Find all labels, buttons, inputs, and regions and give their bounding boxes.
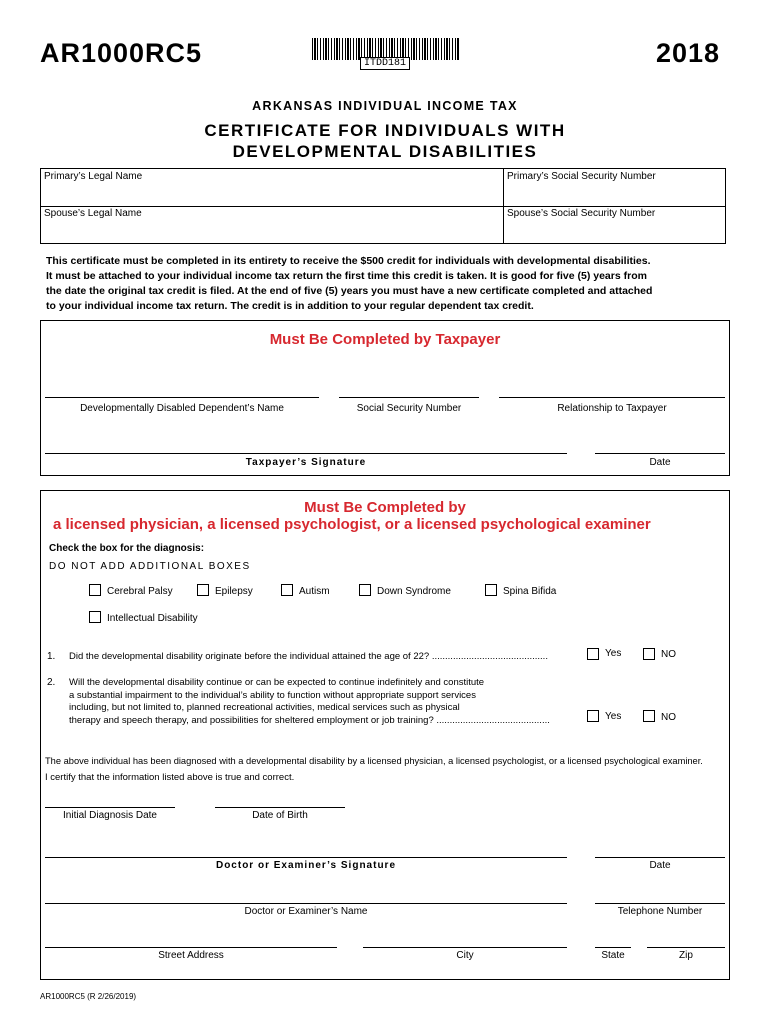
- epilepsy-label: Epilepsy: [215, 586, 253, 597]
- taxpayer-date-line[interactable]: [595, 453, 725, 454]
- dependent-name-line[interactable]: [45, 397, 319, 398]
- dependent-ssn-caption: Social Security Number: [356, 403, 462, 414]
- form-revision-footer: AR1000RC5 (R 2/26/2019): [40, 992, 137, 1001]
- state-caption: State: [601, 950, 625, 961]
- spina-bifida-checkbox[interactable]: [485, 584, 497, 596]
- certification-statement: The above individual has been diagnosed with a developmental disability by a licensed physician, a licensed psychologist, or a licensed psychological examiner.: [45, 756, 703, 766]
- down-syndrome-checkbox[interactable]: [359, 584, 371, 596]
- taxpayer-signature-caption: Taxpayer’s Signature: [245, 457, 367, 468]
- autism-label: Autism: [299, 586, 330, 597]
- examiner-date-caption: Date: [649, 860, 671, 871]
- zip-caption: Zip: [679, 950, 693, 961]
- autism-checkbox[interactable]: [281, 584, 293, 596]
- question-2-text: [69, 677, 550, 727]
- question-1-number: 1.: [47, 651, 56, 662]
- date-of-birth-line[interactable]: [215, 807, 345, 808]
- divider: [41, 206, 725, 207]
- date-of-birth-caption: Date of Birth: [252, 810, 308, 821]
- examiner-name-line[interactable]: [45, 903, 567, 904]
- street-address-caption: Street Address: [158, 950, 224, 961]
- question-2-line: Will the developmental disability continue or can be expected to continue indefinitely and constitute: [69, 677, 485, 688]
- zip-line[interactable]: [647, 947, 725, 948]
- intellectual-disability-label: Intellectual Disability: [107, 613, 198, 624]
- city-line[interactable]: [363, 947, 567, 948]
- instruction-line: This certificate must be completed in its entirety to receive the $500 credit for individuals with developmental disabilities.: [46, 255, 651, 267]
- question-2-number: 2.: [47, 677, 56, 688]
- instruction-line: to your individual income tax return. The credit is in addition to your regular dependent tax credit.: [46, 300, 534, 312]
- physician-section-title-2: a licensed physician, a licensed psychologist, or a licensed psychological examiner: [53, 516, 651, 533]
- spina-bifida-label: Spina Bifida: [503, 586, 557, 597]
- form-year: 2018: [656, 38, 721, 68]
- taxpayer-names-box: [40, 168, 726, 244]
- dependent-ssn-line[interactable]: [339, 397, 479, 398]
- city-caption: City: [456, 950, 474, 961]
- physician-section: [40, 490, 730, 980]
- cerebral-palsy-label: Cerebral Palsy: [107, 586, 173, 597]
- question-1-text: Did the developmental disability originate before the individual attained the age of 22? ............................................: [69, 651, 548, 662]
- tax-title: ARKANSAS INDIVIDUAL INCOME TAX: [252, 99, 518, 113]
- dependent-name-caption: Developmentally Disabled Dependent’s Name: [80, 403, 284, 414]
- spouse-name-field[interactable]: Spouse’s Legal Name: [44, 208, 142, 219]
- divider: [503, 169, 504, 243]
- cerebral-palsy-checkbox[interactable]: [89, 584, 101, 596]
- taxpayer-section: [40, 320, 730, 476]
- question-1-yes-label: Yes: [605, 648, 622, 659]
- relationship-caption: Relationship to Taxpayer: [557, 403, 667, 414]
- diagnosis-instruction: Check the box for the diagnosis:: [49, 543, 205, 554]
- taxpayer-signature-line[interactable]: [45, 453, 567, 454]
- barcode: [312, 38, 460, 68]
- certificate-title: [0, 120, 770, 162]
- certificate-title-line-2: DEVELOPMENTAL DISABILITIES: [232, 142, 538, 161]
- physician-section-title-1: Must Be Completed by: [304, 499, 466, 516]
- relationship-line[interactable]: [499, 397, 725, 398]
- street-address-line[interactable]: [45, 947, 337, 948]
- initial-diagnosis-date-caption: Initial Diagnosis Date: [63, 810, 157, 821]
- question-1-yes-checkbox[interactable]: [587, 648, 599, 660]
- instruction-line: the date the original tax credit is filed. At the end of five (5) years you must have a new certificate completed and attached: [46, 285, 653, 297]
- initial-diagnosis-date-line[interactable]: [45, 807, 175, 808]
- barcode-text: ITDD181: [360, 57, 410, 70]
- primary-name-field[interactable]: Primary’s Legal Name: [44, 171, 143, 182]
- certification-true-statement: I certify that the information listed above is true and correct.: [45, 772, 295, 783]
- examiner-signature-caption: Doctor or Examiner’s Signature: [215, 860, 397, 871]
- down-syndrome-label: Down Syndrome: [377, 586, 451, 597]
- instructions: [46, 254, 730, 314]
- question-2-yes-checkbox[interactable]: [587, 710, 599, 722]
- certificate-title-line-1: CERTIFICATE FOR INDIVIDUALS WITH: [204, 121, 566, 140]
- no-additional-boxes: DO NOT ADD ADDITIONAL BOXES: [49, 561, 251, 572]
- telephone-caption: Telephone Number: [617, 906, 703, 917]
- examiner-date-line[interactable]: [595, 857, 725, 858]
- examiner-signature-line[interactable]: [45, 857, 567, 858]
- question-2-no-checkbox[interactable]: [643, 710, 655, 722]
- question-2-line: therapy and speech therapy, and possibilities for sheltered employment or job training? ...........................................: [69, 714, 550, 726]
- spouse-ssn-field[interactable]: Spouse’s Social Security Number: [507, 208, 656, 219]
- examiner-name-caption: Doctor or Examiner’s Name: [244, 906, 368, 917]
- question-2-line: including, but not limited to, planned recreational activities, medical services such as physical: [69, 702, 460, 713]
- instruction-line: It must be attached to your individual income tax return the first time this credit is taken. It is good for five (5) years from: [46, 270, 647, 282]
- question-2-line: a substantial impairment to the individual’s ability to function without appropriate support services: [69, 689, 476, 701]
- question-1-no-checkbox[interactable]: [643, 648, 655, 660]
- question-2-no-label: NO: [661, 712, 676, 723]
- taxpayer-date-caption: Date: [649, 457, 671, 468]
- state-line[interactable]: [595, 947, 631, 948]
- telephone-line[interactable]: [595, 903, 725, 904]
- taxpayer-section-title: Must Be Completed by Taxpayer: [269, 331, 501, 348]
- epilepsy-checkbox[interactable]: [197, 584, 209, 596]
- question-2-yes-label: Yes: [605, 711, 622, 722]
- intellectual-disability-checkbox[interactable]: [89, 611, 101, 623]
- form-id: AR1000RC5: [40, 38, 203, 68]
- question-1-no-label: NO: [661, 649, 676, 660]
- primary-ssn-field[interactable]: Primary’s Social Security Number: [507, 171, 656, 182]
